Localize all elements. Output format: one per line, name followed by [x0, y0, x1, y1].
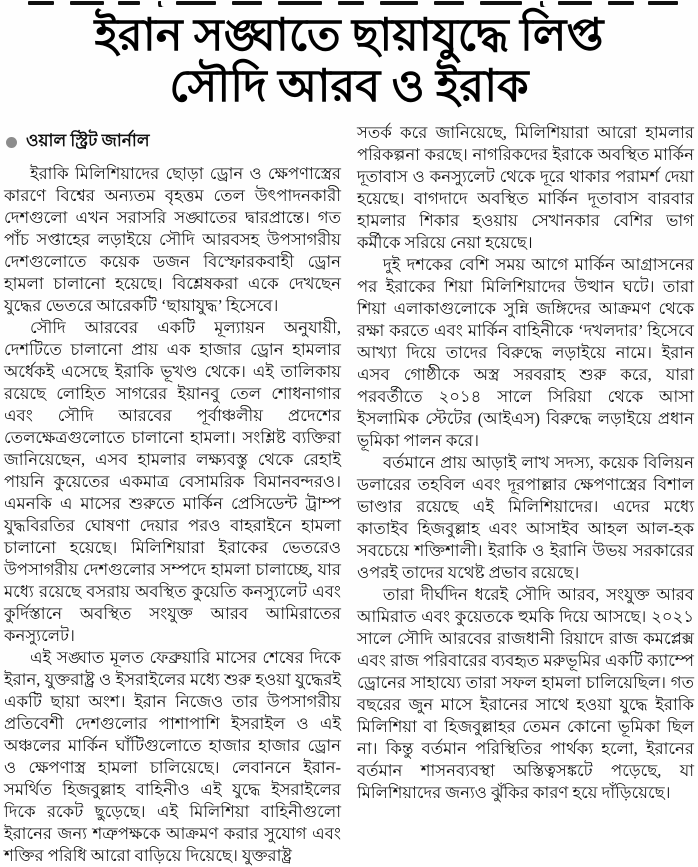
paragraph: সতর্ক করে জানিয়েছে, মিলিশিয়ারা আরো হামলার পরিকল্পনা করছে। নাগরিকদের ইরাকে অবস্থিত মার্কিন দূতাবাস ও কনস্যুলেট থেকে দূরে থাকার পরামর্শ দেয়া হয়েছে। বাগদাদে অবস্থিত মার্কিন দূতাবাস বারবার হামলার শিকার হওয়ায় সেখানকার বেশির ভাগ কর্মীকে সরিয়ে নেয়া হয়েছে।: [357, 123, 694, 252]
right-column: [357, 122, 694, 802]
paragraph: তারা দীর্ঘদিন ধরেই সৌদি আরব, সংযুক্ত আরব আমিরাত এবং কুয়েতকে হুমকি দিয়ে আসছে। ২০২১ সালে সৌদি আরবের রাজধানী রিয়াদে রাজ কমপ্লেক্স এবং রাজ পরিবারের ব্যবহৃত মরুভূমির একটি ক্যাম্পে ড্রোনের সাহায্যে তারা সফল হামলা চালিয়েছিল। গত বছরের জুন মাসে ইরানের সাথে হওয়া যুদ্ধে ইরাকি মিলিশিয়া বা হিজবুল্লাহর তেমন কোনো ভূমিকা ছিল না। কিন্তু বর্তমান পরিস্থিতির পার্থক্য হলো, ইরানের বর্তমান শাসনব্যবস্থা অস্তিত্বসঙ্কটে পড়েছে, যা মিলিশিয়াদের জন্যও ঝুঁকির কারণ হয়ে দাঁড়িয়েছে।: [357, 585, 694, 802]
byline: [6, 128, 341, 156]
article-body: [4, 122, 694, 865]
byline-bullet-icon: [6, 137, 17, 148]
headline-line-1: ইরান সঙ্ঘাতে ছায়াযুদ্ধে লিপ্ত: [94, 10, 604, 60]
left-column: [4, 122, 341, 865]
paragraph: সৌদি আরবের একটি মূল্যায়ন অনুযায়ী, দেশটিতে চালানো প্রায় এক হাজার ড্রোন হামলার অর্ধেকই এসেছে ইরাকি ভূখণ্ড থেকে। এই তালিকায় রয়েছে লোহিত সাগরের ইয়ানবু তেল শোধনাগার এবং সৌদি আরবের পূর্বাঞ্চলীয় প্রদেশের তেলক্ষেত্রগুলোতে চালানো হামলা। সংশ্লিষ্ট ব্যক্তিরা জানিয়েছেন, এসব হামলার লক্ষ্যবস্তু থেকে রেহাই পায়নি কুয়েতের একমাত্র বেসামরিক বিমানবন্দরও। এমনকি এ মাসের শুরুতে মার্কিন প্রেসিডেন্ট ট্রাম্প যুদ্ধবিরতির ঘোষণা দেয়ার পরও বাহরাইনে হামলা চালানো হয়েছে। মিলিশিয়ারা ইরাকের ভেতরেও উপসাগরীয় দেশগুলোর সম্পদে হামলা চালাচ্ছে, যার মধ্যে রয়েছে বসরায় অবস্থিত কুয়েতি কনস্যুলেট এবং কুর্দিস্তানে অবস্থিত সংযুক্ত আরব আমিরাতের কনস্যুলেট।: [4, 318, 341, 645]
paragraph: ইরাকি মিলিশিয়াদের ছোড়া ড্রোন ও ক্ষেপণাস্ত্রের কারণে বিশ্বের অন্যতম বৃহত্তম তেল উৎপাদনকারী দেশগুলো এখন সরাসরি সঙ্ঘাতের দ্বারপ্রান্তে। গত পাঁচ সপ্তাহের লড়াইয়ে সৌদি আরবসহ উপসাগরীয় দেশগুলোতে কয়েক ডজন বিস্ফোরকবাহী ড্রোন হামলা চালানো হয়েছে। বিশ্লেষকরা একে দেখছেন যুদ্ধের ভেতরে আরেকটি ‘ছায়াযুদ্ধ’ হিসেবে।: [4, 164, 341, 315]
headline-line-2: সৌদি আরব ও ইরাক: [169, 61, 529, 111]
cropped-text-remnant: [0, 0, 698, 7]
paragraph: দুই দশকের বেশি সময় আগে মার্কিন আগ্রাসনের পর ইরাকের শিয়া মিলিশিয়াদের উত্থান ঘটে। তারা শিয়া এলাকাগুলোকে সুন্নি জঙ্গিদের আক্রমণ থেকে রক্ষা করতে এবং মার্কিন বাহিনীকে ‘দখলদার’ হিসেবে আখ্যা দিয়ে তাদের বিরুদ্ধে লড়াইয়ে নামে। ইরান এসব গোষ্ঠীকে অস্ত্র সরবরাহ শুরু করে, যারা পরবর্তীতে ২০১৪ সালে সিরিয়া থেকে আসা ইসলামিক স্টেটের (আইএস) বিরুদ্ধে লড়াইয়ে প্রধান ভূমিকা পালন করে।: [357, 255, 694, 450]
paragraph: বর্তমানে প্রায় আড়াই লাখ সদস্য, কয়েক বিলিয়ন ডলারের তহবিল এবং দূরপাল্লার ক্ষেপণাস্ত্রের বিশাল ভাণ্ডার রয়েছে এই মিলিশিয়াদের। এদের মধ্যে কাতাইব হিজবুল্লাহ এবং আসাইব আহল আল-হক সবচেয়ে শক্তিশালী। ইরাকি ও ইরানি উভয় সরকারের ওপরই তাদের যথেষ্ট প্রভাব রয়েছে।: [357, 453, 694, 582]
paragraph: এই সঙ্ঘাত মূলত ফেব্রুয়ারি মাসের শেষের দিকে ইরান, যুক্তরাষ্ট্র ও ইসরাইলের মধ্যে শুরু হওয়া যুদ্ধেরই একটি ছায়া অংশ। ইরান নিজেও তার উপসাগরীয় প্রতিবেশী দেশগুলোর পাশাপাশি ইসরাইল ও এই অঞ্চলের মার্কিন ঘাঁটিগুলোতে হাজার হাজার ড্রোন ও ক্ষেপণাস্ত্র হামলা চালিয়েছে। লেবাননে ইরান-সমর্থিত হিজবুল্লাহ বাহিনীও এই যুদ্ধে ইসরাইলের দিকে রকেট ছুড়েছে। এই মিলিশিয়া বাহিনীগুলো ইরানের জন্য শত্রুপক্ষকে আক্রমণ করার সুযোগ এবং শক্তির পরিধি আরো বাড়িয়ে দিয়েছে। যুক্তরাষ্ট্র: [4, 648, 341, 865]
byline-source: ওয়াল স্ট্রিট জার্নাল: [26, 131, 150, 150]
article-headline: [0, 10, 698, 112]
